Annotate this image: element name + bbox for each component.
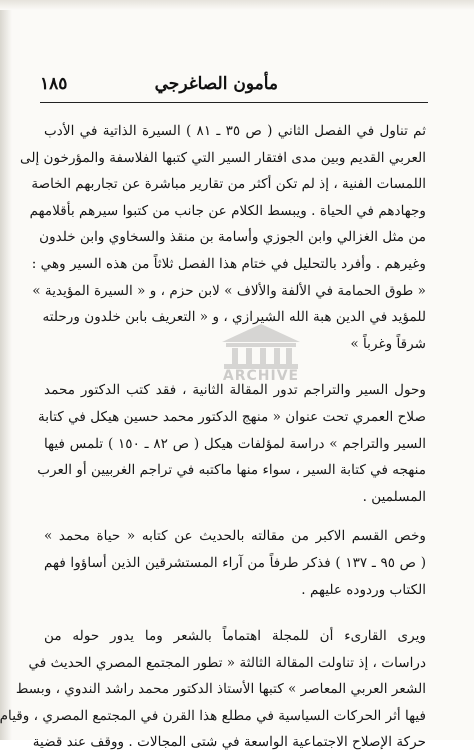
text-line: العربي القديم وبين مدى افتقار السير التي كتبها الفلاسفة والمؤرخون إلى: [19, 149, 426, 166]
text-line: اللمسات الفنية ، إذ لم تكن أكثر من تقارير مباشرة عن تجاربهم الخاصة: [31, 176, 426, 193]
page-header: [40, 68, 428, 103]
text-line: منهجه في كتابة السير ، سواء منها ماكتبه في تراجم الغربيين أو العرب: [37, 462, 426, 479]
text-line: فيها أثر الحركات السياسية في مطلع هذا القرن في المجتمع المصري ، وقيام: [0, 707, 426, 724]
text-line: « طوق الحمامة في الألفة والألاف » لابن حزم ، و « السيرة المؤيدية »: [32, 282, 426, 299]
text-line: وغيرهم . وأفرد بالتحليل في ختام هذا الفصل ثلاثاً من هذه السير وهي :: [31, 255, 426, 272]
watermark-text: ARCHIVE: [222, 368, 300, 384]
paragraph-2: [37, 377, 427, 510]
text-line: الشعر العربي المعاصر » كتبها الأستاذ الدكتور محمد راشد الندوي ، وبسط: [15, 681, 426, 698]
scan-shadow-top: [0, 0, 474, 10]
scan-shadow-left: [0, 0, 12, 740]
text-line: وجهادهم في الحياة . ويبسط الكلام عن جانب من كتبوا سيرهم بأقلامهم: [29, 202, 426, 219]
running-title: مأمون الصاغرجي: [154, 74, 278, 94]
text-line: شرقاً وغرباً »: [350, 335, 426, 352]
text-line: وحول السير والتراجم تدور المقالة الثانية ، فقد كتب الدكتور محمد: [44, 382, 426, 399]
text-line: حركة الإصلاح الاجتماعية الواسعة في شتى المجالات . ووقف عند قضية: [32, 734, 426, 751]
text-line: دراسات ، إذ تناولت المقالة الثالثة « تطور المجتمع المصري الحديث في: [28, 654, 426, 671]
text-line: وخص القسم الاكبر من مقالته بالحديث عن كتابه « حياة محمد »: [44, 528, 426, 545]
paragraph-3: [44, 523, 426, 603]
page-number: ١٨٥: [40, 74, 68, 94]
text-line: ثم تناول في الفصل الثاني ( ص ٣٥ ـ ٨١ ) السيرة الذاتية في الأدب: [44, 123, 426, 139]
text-line: الكتاب وردوده عليهم .: [301, 581, 426, 598]
paragraph-1: [19, 118, 426, 357]
text-line: صلاح العمري تحت عنوان « منهج الدكتور محمد حسين هيكل في كتابة: [37, 408, 426, 425]
paragraph-4: [0, 623, 426, 756]
body-text: [0, 118, 427, 756]
text-line: ( ص ٩٥ ـ ١٣٧ ) فذكر طرفاً من آراء المستشرقين الذين أساؤوا فهم: [44, 554, 427, 571]
text-line: للمؤيد في الدين هبة الله الشيرازي ، و « التعريف بابن خلدون ورحلته: [42, 309, 426, 326]
text-line: ويرى القارىء أن للمجلة اهتماماً بالشعر وما يدور حوله من: [44, 628, 426, 645]
text-line: من مثل الغزالي وابن الجوزي وأسامة بن منقذ والسخاوي وابن خلدون: [39, 229, 426, 246]
text-line: السير والتراجم » دراسة لمؤلفات هيكل ( ص ٨٢ ـ ١٥٠ ) تلمس فيها: [44, 435, 427, 452]
text-line: المسلمين .: [362, 488, 426, 505]
